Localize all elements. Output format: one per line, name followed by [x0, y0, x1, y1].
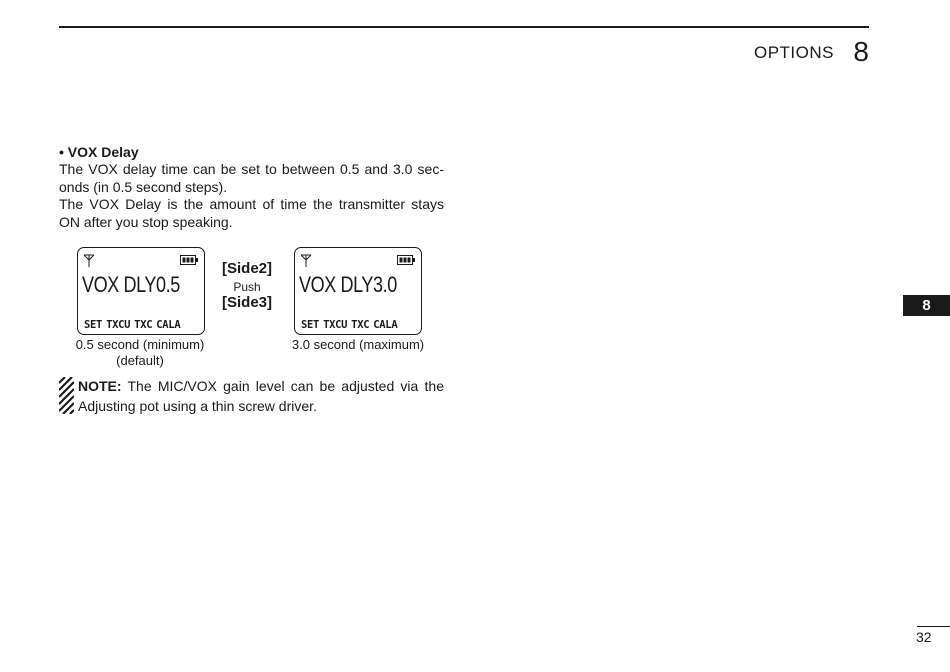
chapter-number: 8 — [853, 36, 869, 67]
header-title: OPTIONS — [753, 43, 834, 62]
note-text — [78, 376, 444, 416]
antenna-icon — [83, 254, 95, 267]
paragraph-1: The VOX delay time can be set to between 0.5 and 3.0 sec-onds (in 0.5 second steps). — [59, 161, 444, 195]
lcd-display-min — [77, 247, 205, 335]
lcd-softkeys — [301, 319, 401, 331]
softkey-label: TXC — [134, 319, 153, 331]
caption-max — [278, 337, 438, 353]
section-title: • VOX Delay — [59, 144, 139, 160]
paragraph-2: The VOX Delay is the amount of time the transmitter stays ON after you stop speaking. — [59, 196, 444, 230]
lcd-softkeys — [84, 319, 184, 331]
key-side3: [Side3] — [221, 294, 272, 311]
caption-line: 3.0 second (maximum) — [291, 337, 425, 352]
caption-min — [60, 337, 220, 369]
softkey-label: SET — [301, 319, 320, 331]
softkey-label: TXC — [351, 319, 370, 331]
key-side2: [Side2] — [221, 260, 272, 277]
softkey-label: SET — [84, 319, 103, 331]
lcd-main-text: VOX DLY0.5 — [82, 272, 180, 297]
bottom-rule — [917, 626, 950, 627]
softkey-label: CALA — [373, 319, 398, 331]
caption-line: (default) — [116, 353, 164, 368]
caption-line: 0.5 second (minimum) — [75, 337, 205, 352]
page-number: 32 — [916, 629, 932, 645]
lcd-main-text: VOX DLY3.0 — [299, 272, 397, 297]
battery-icon — [180, 255, 198, 265]
battery-icon — [397, 255, 415, 265]
lcd-display-max — [294, 247, 422, 335]
note-body: The MIC/VOX gain level can be adjusted via the Adjusting pot using a thin screw driver. — [78, 378, 444, 414]
action-push: Push — [233, 280, 261, 294]
top-rule — [59, 26, 869, 28]
note-label: NOTE: — [78, 378, 122, 394]
antenna-icon — [300, 254, 312, 267]
chapter-side-tab: 8 — [903, 295, 950, 316]
softkey-label: TXCU — [106, 319, 131, 331]
softkey-label: CALA — [156, 319, 181, 331]
softkey-label: TXCU — [323, 319, 348, 331]
note-hatch-icon — [59, 377, 74, 414]
